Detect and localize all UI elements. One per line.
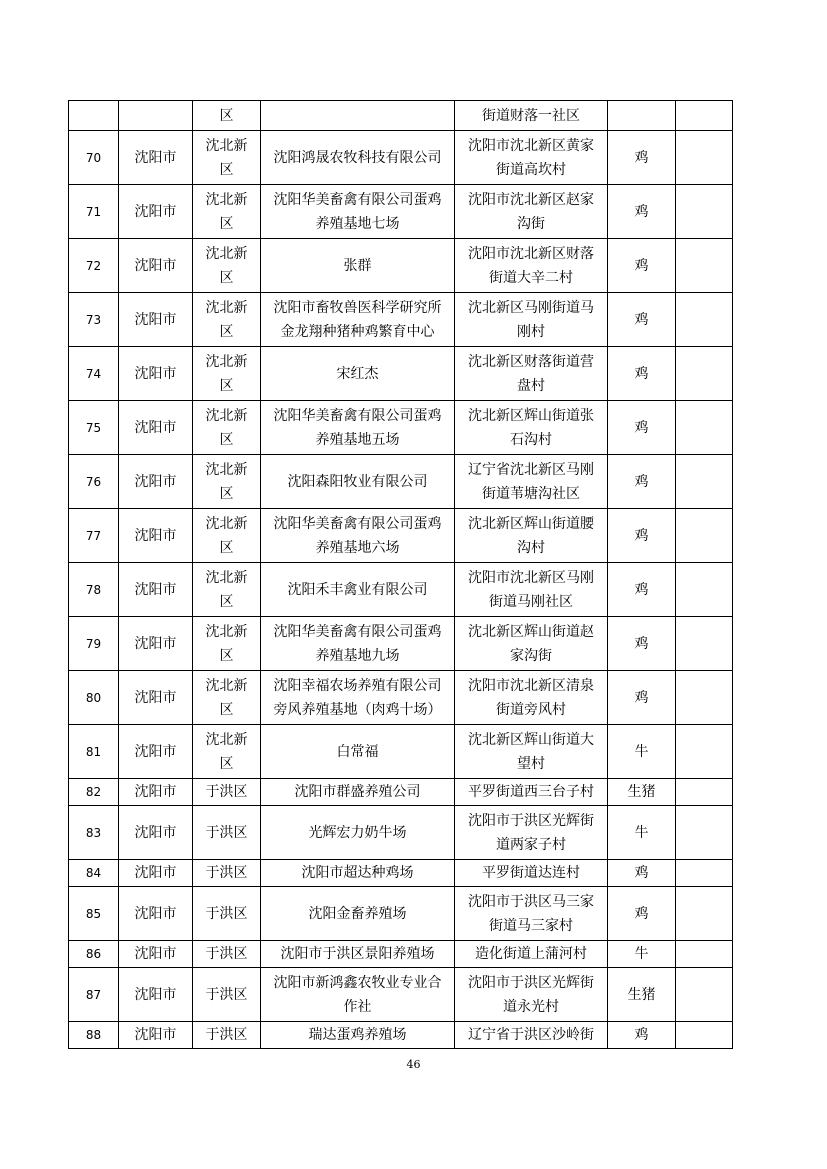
- farm-name-cell: [261, 860, 455, 887]
- row-number-cell: 71: [69, 185, 119, 239]
- address-cell-line: 街道苇塘沟社区: [482, 485, 580, 502]
- address-cell-line: 望村: [517, 755, 545, 772]
- note-cell: [676, 671, 733, 725]
- farm-name-cell-line: 沈阳华美畜禽有限公司蛋鸡: [273, 191, 442, 208]
- livestock-type-cell: 牛: [608, 941, 676, 968]
- table-row: [69, 887, 733, 941]
- row-number-cell: 74: [69, 347, 119, 401]
- note-cell: [676, 347, 733, 401]
- district-cell-line: 于洪区: [205, 986, 248, 1003]
- note-cell: [676, 185, 733, 239]
- farm-name-cell-line: 沈阳金畜养殖场: [308, 905, 407, 922]
- row-number-cell: 88: [69, 1022, 119, 1049]
- address-cell-line: 沈阳市沈北新区财落: [468, 245, 594, 262]
- table-row: [69, 1022, 733, 1049]
- address-cell-line: 街道财落一社区: [482, 107, 580, 124]
- farm-name-cell-line: 旁风养殖基地（肉鸡十场）: [273, 701, 442, 718]
- farm-name-cell: [261, 185, 455, 239]
- district-cell-line: 沈北新: [205, 677, 248, 694]
- district-cell: [193, 347, 261, 401]
- table-row: [69, 185, 733, 239]
- note-cell: [676, 779, 733, 806]
- address-cell-line: 辽宁省于洪区沙岭街: [468, 1027, 594, 1043]
- city-cell: 沈阳市: [119, 617, 193, 671]
- farm-name-cell-line: 养殖基地六场: [315, 539, 400, 556]
- farm-name-cell-line: 瑞达蛋鸡养殖场: [308, 1027, 407, 1043]
- livestock-type-cell: 鸡: [608, 509, 676, 563]
- address-cell-line: 街道马三家村: [489, 917, 573, 934]
- address-cell: [455, 779, 608, 806]
- city-cell: 沈阳市: [119, 860, 193, 887]
- district-cell-line: 沈北新: [205, 299, 248, 316]
- district-cell: [193, 563, 261, 617]
- city-cell: 沈阳市: [119, 941, 193, 968]
- farm-name-cell-line: 光辉宏力奶牛场: [308, 824, 407, 841]
- table-row: [69, 131, 733, 185]
- district-cell-line: 区: [219, 377, 234, 394]
- row-number-cell: 78: [69, 563, 119, 617]
- table-row: [69, 563, 733, 617]
- farm-name-cell: [261, 671, 455, 725]
- city-cell: 沈阳市: [119, 239, 193, 293]
- farm-name-cell: [261, 101, 455, 131]
- farm-name-cell: [261, 239, 455, 293]
- city-cell: 沈阳市: [119, 806, 193, 860]
- city-cell: 沈阳市: [119, 968, 193, 1022]
- livestock-type-cell: 鸡: [608, 239, 676, 293]
- district-cell-line: 沈北新: [205, 245, 248, 262]
- farm-name-cell-line: 沈阳华美畜禽有限公司蛋鸡: [273, 515, 442, 532]
- farm-name-cell-line: 养殖基地七场: [315, 215, 400, 232]
- address-cell: [455, 968, 608, 1022]
- district-cell-line: 沈北新: [205, 191, 248, 208]
- farm-name-cell-line: 沈阳市于洪区景阳养殖场: [280, 946, 435, 962]
- table-row: [69, 671, 733, 725]
- district-cell-line: 沈北新: [205, 569, 248, 586]
- district-cell-line: 沈北新: [205, 731, 248, 748]
- livestock-farm-table: [68, 100, 733, 1049]
- city-cell: 沈阳市: [119, 185, 193, 239]
- district-cell-line: 区: [219, 107, 234, 124]
- farm-name-cell-line: 沈阳市超达种鸡场: [301, 865, 414, 881]
- livestock-type-cell: 鸡: [608, 293, 676, 347]
- row-number-cell: 72: [69, 239, 119, 293]
- address-cell-line: 平罗街道达连村: [482, 865, 580, 881]
- address-cell: [455, 131, 608, 185]
- farm-name-cell-line: 金龙翔种猪种鸡繁育中心: [280, 323, 435, 340]
- farm-name-cell: [261, 806, 455, 860]
- table-row: [69, 347, 733, 401]
- address-cell: [455, 509, 608, 563]
- district-cell-line: 区: [219, 269, 234, 286]
- row-number-cell: 73: [69, 293, 119, 347]
- city-cell: 沈阳市: [119, 293, 193, 347]
- district-cell-line: 区: [219, 161, 234, 178]
- farm-name-cell: [261, 509, 455, 563]
- city-cell: [119, 101, 193, 131]
- note-cell: [676, 941, 733, 968]
- row-number-cell: 76: [69, 455, 119, 509]
- address-cell-line: 沈北新区财落街道营: [468, 353, 594, 370]
- row-number-cell: 83: [69, 806, 119, 860]
- district-cell-line: 沈北新: [205, 515, 248, 532]
- district-cell-line: 区: [219, 755, 234, 772]
- city-cell: 沈阳市: [119, 725, 193, 779]
- address-cell: [455, 563, 608, 617]
- address-cell-line: 盘村: [517, 377, 545, 394]
- row-number-cell: 80: [69, 671, 119, 725]
- table-row: [69, 860, 733, 887]
- table-body: [69, 101, 733, 1049]
- livestock-type-cell: 鸡: [608, 455, 676, 509]
- address-cell: [455, 860, 608, 887]
- note-cell: [676, 806, 733, 860]
- district-cell: [193, 806, 261, 860]
- address-cell: [455, 941, 608, 968]
- address-cell: [455, 455, 608, 509]
- district-cell-line: 沈北新: [205, 353, 248, 370]
- note-cell: [676, 725, 733, 779]
- table-row: [69, 293, 733, 347]
- address-cell-line: 沈北新区马刚街道马: [468, 299, 594, 316]
- farm-name-cell: [261, 887, 455, 941]
- farm-name-cell: [261, 131, 455, 185]
- district-cell-line: 区: [219, 647, 234, 664]
- row-number-cell: 79: [69, 617, 119, 671]
- row-number-cell: 77: [69, 509, 119, 563]
- livestock-type-cell: 鸡: [608, 671, 676, 725]
- livestock-type-cell: 生猪: [608, 779, 676, 806]
- note-cell: [676, 131, 733, 185]
- livestock-type-cell: 鸡: [608, 401, 676, 455]
- table-row: [69, 401, 733, 455]
- district-cell: [193, 941, 261, 968]
- address-cell-line: 石沟村: [510, 431, 552, 448]
- note-cell: [676, 887, 733, 941]
- farm-name-cell-line: 宋红杰: [336, 365, 379, 382]
- note-cell: [676, 509, 733, 563]
- address-cell: [455, 806, 608, 860]
- district-cell-line: 区: [219, 701, 234, 718]
- district-cell-line: 区: [219, 539, 234, 556]
- note-cell: [676, 968, 733, 1022]
- district-cell-line: 于洪区: [205, 824, 248, 841]
- table-row: [69, 779, 733, 806]
- farm-name-cell: [261, 563, 455, 617]
- farm-name-cell-line: 沈阳华美畜禽有限公司蛋鸡: [273, 407, 442, 424]
- city-cell: 沈阳市: [119, 131, 193, 185]
- farm-name-cell-line: 白常福: [336, 743, 379, 760]
- farm-name-cell-line: 养殖基地五场: [315, 431, 400, 448]
- farm-name-cell: [261, 347, 455, 401]
- address-cell: [455, 887, 608, 941]
- row-number-cell: 81: [69, 725, 119, 779]
- livestock-type-cell: 牛: [608, 725, 676, 779]
- farm-name-cell-line: 张群: [343, 257, 372, 274]
- livestock-type-cell: 生猪: [608, 968, 676, 1022]
- address-cell-line: 家沟街: [510, 647, 552, 664]
- livestock-type-cell: 鸡: [608, 887, 676, 941]
- livestock-type-cell: [608, 101, 676, 131]
- address-cell-line: 造化街道上蒲河村: [475, 946, 587, 962]
- district-cell-line: 区: [219, 323, 234, 340]
- farm-name-cell: [261, 455, 455, 509]
- city-cell: 沈阳市: [119, 887, 193, 941]
- table-row: [69, 968, 733, 1022]
- table-row: [69, 455, 733, 509]
- row-number-cell: 84: [69, 860, 119, 887]
- row-number-cell: 82: [69, 779, 119, 806]
- address-cell-line: 沈阳市沈北新区赵家: [468, 191, 594, 208]
- city-cell: 沈阳市: [119, 509, 193, 563]
- city-cell: 沈阳市: [119, 455, 193, 509]
- district-cell-line: 于洪区: [205, 865, 248, 881]
- address-cell: [455, 347, 608, 401]
- farm-name-cell: [261, 941, 455, 968]
- note-cell: [676, 860, 733, 887]
- farm-name-cell-line: 沈阳鸿晟农牧科技有限公司: [273, 149, 442, 166]
- row-number-cell: 86: [69, 941, 119, 968]
- farm-name-cell: [261, 293, 455, 347]
- district-cell: [193, 968, 261, 1022]
- address-cell-line: 沈阳市沈北新区清泉: [468, 677, 594, 694]
- row-number-cell: 87: [69, 968, 119, 1022]
- district-cell-line: 沈北新: [205, 137, 248, 154]
- note-cell: [676, 455, 733, 509]
- district-cell: [193, 401, 261, 455]
- address-cell-line: 沈阳市沈北新区马刚: [468, 569, 594, 586]
- note-cell: [676, 239, 733, 293]
- table-row: [69, 101, 733, 131]
- farm-name-cell: [261, 779, 455, 806]
- note-cell: [676, 617, 733, 671]
- address-cell-line: 辽宁省沈北新区马刚: [468, 461, 594, 478]
- livestock-type-cell: 鸡: [608, 347, 676, 401]
- row-number-cell: 75: [69, 401, 119, 455]
- farm-name-cell-line: 养殖基地九场: [315, 647, 400, 664]
- table-row: [69, 617, 733, 671]
- address-cell: [455, 239, 608, 293]
- district-cell-line: 沈北新: [205, 623, 248, 640]
- livestock-type-cell: 鸡: [608, 617, 676, 671]
- district-cell: [193, 779, 261, 806]
- livestock-type-cell: 鸡: [608, 131, 676, 185]
- address-cell-line: 沈阳市于洪区光辉街: [468, 974, 594, 991]
- address-cell-line: 街道高坎村: [496, 161, 566, 178]
- district-cell-line: 沈北新: [205, 461, 248, 478]
- city-cell: 沈阳市: [119, 347, 193, 401]
- farm-name-cell-line: 沈阳市新鸿鑫农牧业专业合: [273, 974, 442, 991]
- farm-name-cell: [261, 1022, 455, 1049]
- livestock-type-cell: 鸡: [608, 185, 676, 239]
- table-row: [69, 725, 733, 779]
- district-cell: [193, 1022, 261, 1049]
- row-number-cell: 85: [69, 887, 119, 941]
- district-cell-line: 于洪区: [205, 1027, 248, 1043]
- district-cell: [193, 131, 261, 185]
- farm-name-cell-line: 沈阳森阳牧业有限公司: [287, 473, 428, 490]
- district-cell: [193, 860, 261, 887]
- farm-name-cell: [261, 617, 455, 671]
- district-cell-line: 区: [219, 485, 234, 502]
- address-cell-line: 沈北新区辉山街道张: [468, 407, 594, 424]
- district-cell: [193, 887, 261, 941]
- address-cell: [455, 725, 608, 779]
- address-cell-line: 沈阳市于洪区光辉街: [468, 812, 594, 829]
- city-cell: 沈阳市: [119, 401, 193, 455]
- district-cell: [193, 509, 261, 563]
- city-cell: 沈阳市: [119, 563, 193, 617]
- livestock-type-cell: 鸡: [608, 1022, 676, 1049]
- address-cell-line: 沈北新区辉山街道大: [468, 731, 594, 748]
- district-cell: [193, 239, 261, 293]
- table-row: [69, 509, 733, 563]
- farm-name-cell-line: 沈阳禾丰禽业有限公司: [287, 581, 428, 598]
- farm-name-cell-line: 作社: [343, 998, 372, 1015]
- address-cell-line: 沈北新区辉山街道赵: [468, 623, 594, 640]
- address-cell: [455, 1022, 608, 1049]
- row-number-cell: [69, 101, 119, 131]
- address-cell-line: 道永光村: [503, 998, 559, 1015]
- address-cell: [455, 293, 608, 347]
- address-cell-line: 刚村: [517, 323, 545, 340]
- address-cell-line: 沈北新区辉山街道腰: [468, 515, 594, 532]
- farm-name-cell: [261, 968, 455, 1022]
- address-cell: [455, 617, 608, 671]
- district-cell: [193, 293, 261, 347]
- address-cell: [455, 671, 608, 725]
- note-cell: [676, 101, 733, 131]
- page-number: 46: [406, 1058, 421, 1071]
- district-cell-line: 于洪区: [205, 905, 248, 922]
- address-cell-line: 沈阳市沈北新区黄家: [468, 137, 594, 154]
- address-cell: [455, 185, 608, 239]
- address-cell-line: 街道大辛二村: [489, 269, 573, 286]
- livestock-type-cell: 鸡: [608, 563, 676, 617]
- district-cell-line: 区: [219, 431, 234, 448]
- district-cell-line: 于洪区: [205, 946, 248, 962]
- district-cell-line: 区: [219, 215, 234, 232]
- farm-name-cell: [261, 725, 455, 779]
- district-cell: [193, 455, 261, 509]
- address-cell-line: 道两家子村: [496, 836, 566, 853]
- address-cell-line: 沟村: [517, 539, 545, 556]
- table-row: [69, 941, 733, 968]
- district-cell: [193, 617, 261, 671]
- address-cell: [455, 101, 608, 131]
- table-row: [69, 806, 733, 860]
- address-cell: [455, 401, 608, 455]
- district-cell: [193, 185, 261, 239]
- district-cell: [193, 671, 261, 725]
- address-cell-line: 沈阳市于洪区马三家: [468, 893, 594, 910]
- address-cell-line: 街道旁风村: [496, 701, 566, 718]
- note-cell: [676, 1022, 733, 1049]
- district-cell-line: 沈北新: [205, 407, 248, 424]
- district-cell-line: 于洪区: [205, 784, 248, 800]
- district-cell: [193, 101, 261, 131]
- city-cell: 沈阳市: [119, 779, 193, 806]
- note-cell: [676, 563, 733, 617]
- farm-name-cell-line: 沈阳幸福农场养殖有限公司: [273, 677, 442, 694]
- table-row: [69, 239, 733, 293]
- farm-name-cell: [261, 401, 455, 455]
- farm-name-cell-line: 沈阳市群盛养殖公司: [294, 784, 421, 800]
- address-cell-line: 街道马刚社区: [489, 593, 573, 610]
- note-cell: [676, 401, 733, 455]
- livestock-type-cell: 鸡: [608, 860, 676, 887]
- district-cell-line: 区: [219, 593, 234, 610]
- farm-name-cell-line: 沈阳市畜牧兽医科学研究所: [273, 299, 442, 316]
- address-cell-line: 平罗街道西三台子村: [468, 784, 594, 800]
- district-cell: [193, 725, 261, 779]
- farm-name-cell-line: 沈阳华美畜禽有限公司蛋鸡: [273, 623, 442, 640]
- address-cell-line: 沟街: [517, 215, 545, 232]
- row-number-cell: 70: [69, 131, 119, 185]
- livestock-type-cell: 牛: [608, 806, 676, 860]
- city-cell: 沈阳市: [119, 1022, 193, 1049]
- note-cell: [676, 293, 733, 347]
- city-cell: 沈阳市: [119, 671, 193, 725]
